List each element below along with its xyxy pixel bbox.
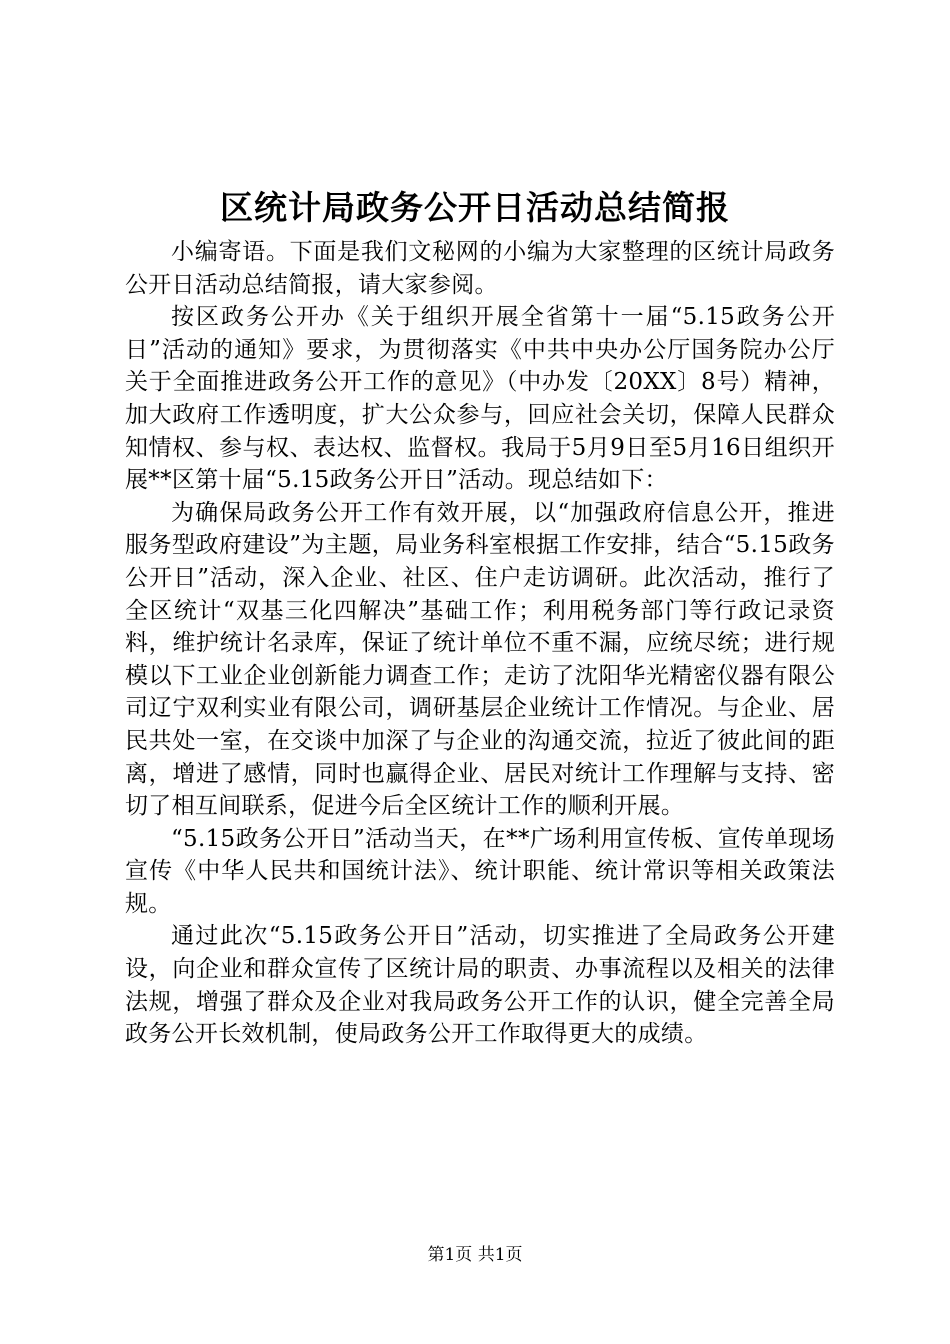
page-footer: 第1页 共1页 [427, 1245, 523, 1265]
paragraph-publicity: “5.15政务公开日”活动当天，在**广场利用宣传板、宣传单现场宣传《中华人民共和国统计法》、统计职能、统计常识等相关政策法规。 [125, 825, 835, 917]
document-title: 区统计局政务公开日活动总结简报 [220, 188, 730, 227]
document-body [125, 236, 835, 1051]
paragraph-background: 按区政务公开办《关于组织开展全省第十一届“5.15政务公开日”活动的通知》要求，为贯彻落实《中共中央办公厅国务院办公厅关于全面推进政务公开工作的意见》（中办发〔20XX〕8号）精神，加大政府工作透明度，扩大公众参与，回应社会关切，保障人民群众知情权、参与权、表达权、监督权。我局于5月9日至5月16日组织开展**区第十届“5.15政务公开日”活动。现总结如下： [125, 304, 835, 494]
paragraph-intro: 小编寄语。下面是我们文秘网的小编为大家整理的区统计局政务公开日活动总结简报，请大家参阅。 [125, 239, 835, 298]
paragraph-activities: 为确保局政务公开工作有效开展，以“加强政府信息公开，推进服务型政府建设”为主题，局业务科室根据工作安排，结合“5.15政务公开日”活动，深入企业、社区、住户走访调研。此次活动，推行了全区统计“双基三化四解决”基础工作；利用税务部门等行政记录资料，维护统计名录库，保证了统计单位不重不漏，应统尽统；进行规模以下工业企业创新能力调查工作；走访了沈阳华光精密仪器有限公司辽宁双利实业有限公司，调研基层企业统计工作情况。与企业、居民共处一室，在交谈中加深了与企业的沟通交流，拉近了彼此间的距离，增进了感情，同时也赢得企业、居民对统计工作理解与支持、密切了相互间联系，促进今后全区统计工作的顺利开展。 [125, 499, 835, 820]
paragraph-conclusion: 通过此次“5.15政务公开日”活动，切实推进了全局政务公开建设，向企业和群众宣传了区统计局的职责、办事流程以及相关的法律法规，增强了群众及企业对我局政务公开工作的认识，健全完善全局政务公开长效机制，使局政务公开工作取得更大的成绩。 [125, 923, 835, 1048]
